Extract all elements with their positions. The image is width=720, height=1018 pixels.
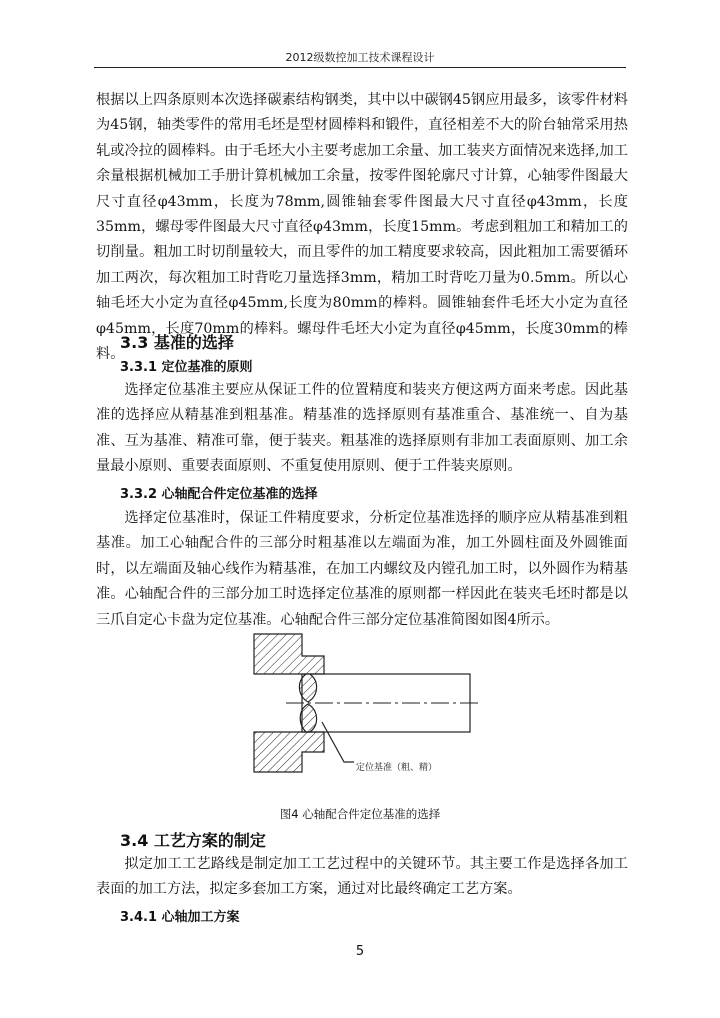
- datum-label: 定位基准（粗、精）: [356, 763, 438, 773]
- clamp-contact-lower: [300, 704, 316, 732]
- subsection-heading-3-3-2: 3.3.2 心轴配合件定位基准的选择: [120, 487, 318, 502]
- subsection-heading-3-3-1: 3.3.1 定位基准的原则: [120, 360, 253, 375]
- header-rule: [94, 67, 626, 68]
- page-number: 5: [355, 944, 365, 959]
- section-heading-3-4: 3.4 工艺方案的制定: [120, 831, 266, 850]
- leader-line: [322, 722, 354, 762]
- paragraph-blank-material: 根据以上四条原则本次选择碳素结构钢类，其中以中碳钢45钢应用最多，该零件材料为45钢，轴类零件的常用毛坯是型材圆棒料和锻件，直径相差不大的阶台轴常采用热轧或冷拉的圆棒料。由于毛坯大小主要考虑加工余量、加工装夹方面情况来选择,加工余量根据机械加工手册计算机械加工余量，按零件图轮廓尺寸计算，心轴零件图最大尺寸直径φ43mm，长度为78mm,圆锥轴套零件图最大尺寸直径φ43mm，长度35mm，螺母零件图最大尺寸直径φ43mm，长度15mm。考虑到粗加工和精加工的切削量。粗加工时切削量较大，而且零件的加工精度要求较高，因此粗加工需要循环加工两次，每次粗加工时背吃刀量选择3mm，精加工时背吃刀量为0.5mm。所以心轴毛坯大小定为直径φ45mm,长度为80mm的棒料。圆锥轴套件毛坯大小定为直径φ45mm，长度70mm的棒料。螺母件毛坯大小定为直径φ45mm，长度30mm的棒料。: [96, 92, 628, 363]
- chuck-jaw-lower: [254, 732, 324, 772]
- chuck-jaw-upper: [254, 634, 324, 674]
- figure-4-datum-diagram: [246, 632, 486, 792]
- subsection-heading-3-4-1: 3.4.1 心轴加工方案: [120, 910, 240, 925]
- paragraph-process-plan: 拟定加工工艺路线是制定加工工艺过程中的关键环节。其主要工作是选择各加工表面的加工方法，拟定多套加工方案，通过对比最终确定工艺方案。: [96, 856, 628, 898]
- section-heading-3-3: 3.3 基准的选择: [120, 333, 234, 352]
- page-header: 2012级数控加工技术课程设计: [285, 51, 435, 64]
- figure-caption: 图4 心轴配合件定位基准的选择: [279, 807, 441, 821]
- paragraph-mandrel-datum: 选择定位基准时，保证工件精度要求，分析定位基准选择的顺序应从精基准到粗基准。加工心轴配合件的三部分时粗基准以左端面为准，加工外圆柱面及外圆锥面时，以左端面及轴心线作为精基准，在加工内螺纹及内镗孔加工时，以外圆作为精基准。心轴配合件的三部分加工时选择定位基准的原则都一样因此在装夹毛坯时都是以三爪自定心卡盘为定位基准。心轴配合件三部分定位基准简图如图4所示。: [96, 510, 628, 628]
- paragraph-datum-principle: 选择定位基准主要应从保证工件的位置精度和装夹方便这两方面来考虑。因此基准的选择应从精基准到粗基准。精基准的选择原则有基准重合、基准统一、自为基准、互为基准、精准可靠，便于装夹。粗基准的选择原则有非加工表面原则、加工余量最小原则、重要表面原则、不重复使用原则、便于工件装夹原则。: [96, 382, 628, 475]
